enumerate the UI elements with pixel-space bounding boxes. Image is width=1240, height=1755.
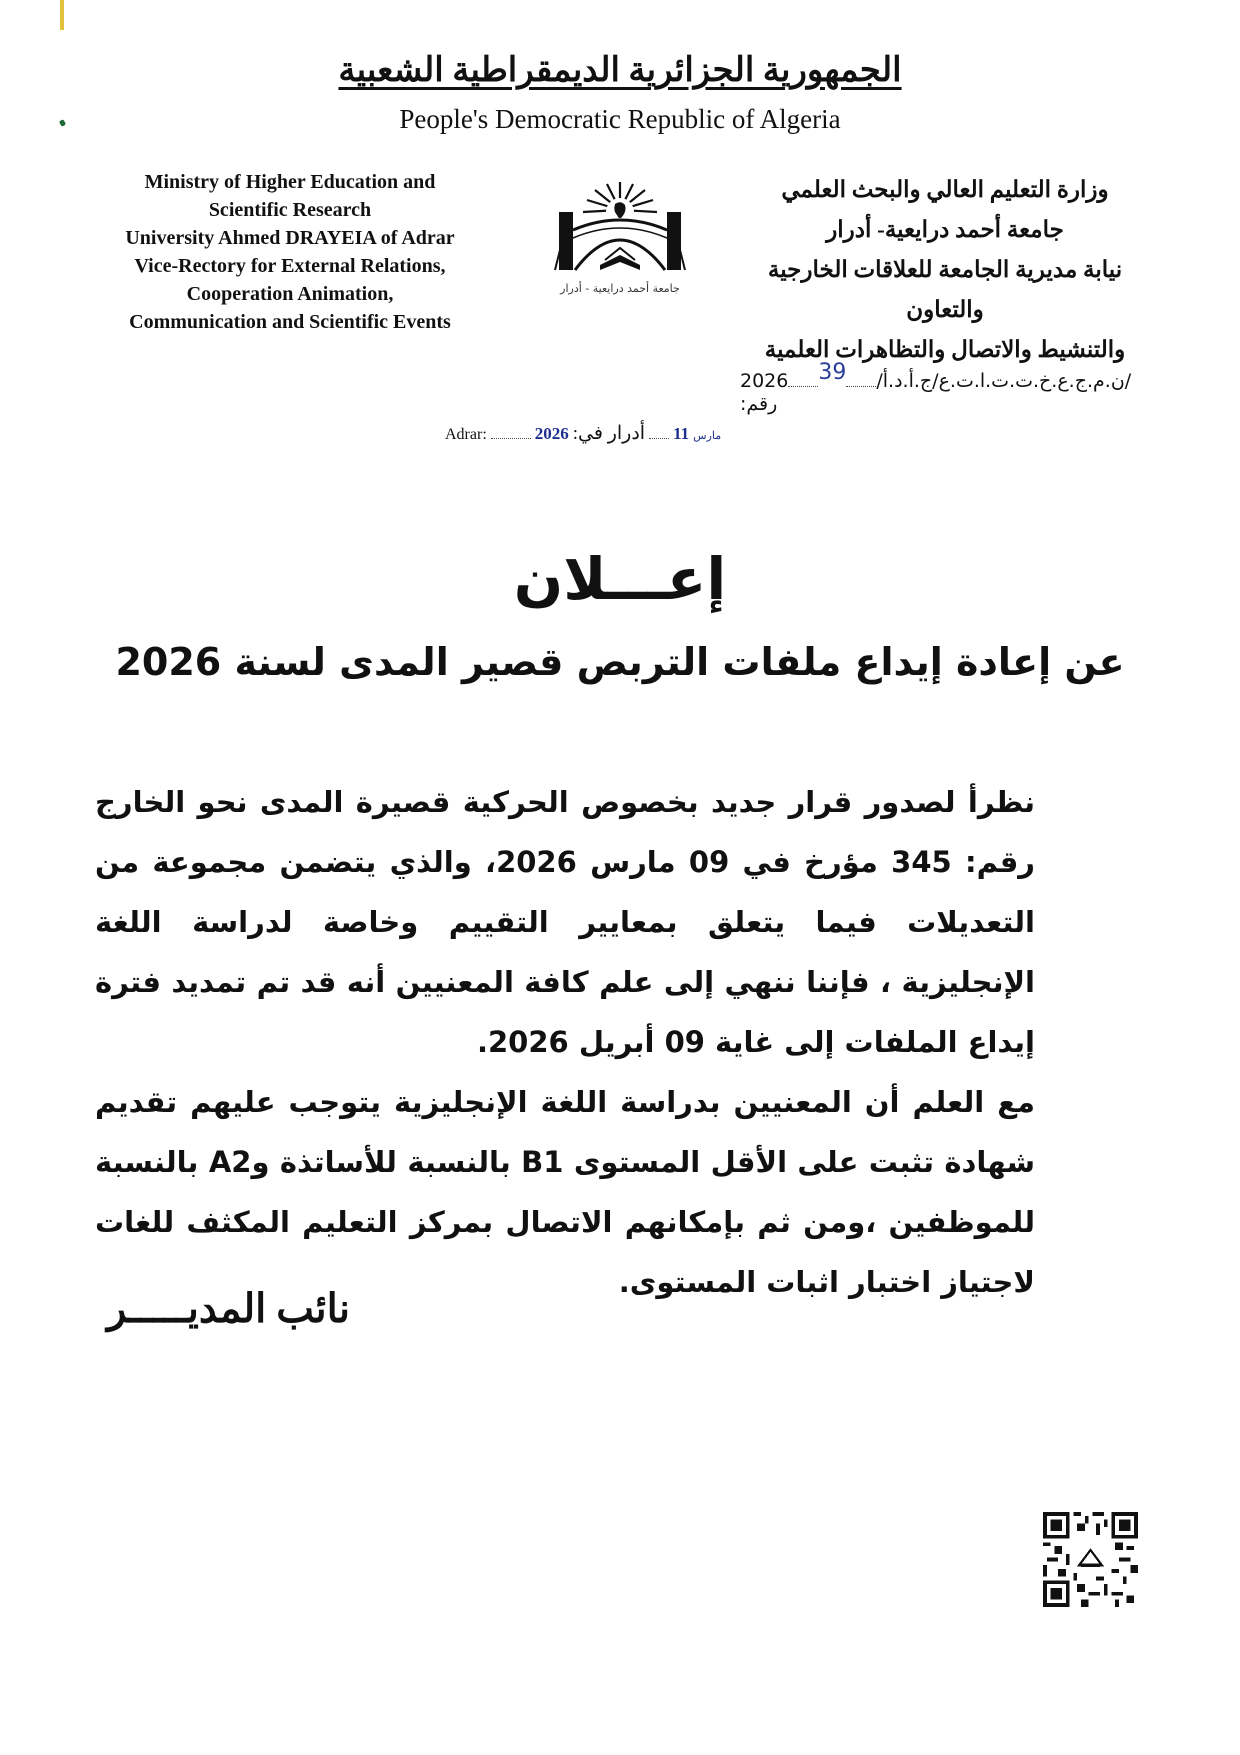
reference-code: /ن.م.ج.ع.خ.ت.ت.ا.ت.ع/ج.أ.د.أ/ bbox=[876, 370, 1132, 392]
institution-line: Vice-Rectory for External Relations, bbox=[134, 255, 446, 277]
university-logo-icon bbox=[545, 170, 695, 300]
date-stamp-year: 2026 bbox=[534, 424, 569, 443]
institution-line: جامعة أحمد درايعية- أدرار bbox=[826, 217, 1064, 242]
institution-line: Communication and Scientific Events bbox=[129, 311, 451, 333]
date-line bbox=[445, 422, 765, 445]
date-label-english: Adrar: bbox=[445, 426, 487, 443]
institution-block-arabic bbox=[735, 170, 1155, 370]
reference-label: رقم: bbox=[740, 393, 778, 415]
announcement-title: إعـــلان bbox=[513, 545, 727, 613]
republic-title-arabic: الجمهورية الجزائرية الديمقراطية الشعبية bbox=[338, 52, 902, 89]
institution-line: نيابة مديرية الجامعة للعلاقات الخارجية والتعاون bbox=[767, 257, 1123, 322]
signature-title: نائب المديـــــر bbox=[107, 1286, 350, 1331]
republic-title-english: People's Democratic Republic of Algeria bbox=[399, 104, 841, 134]
reference-number-handwritten: 39 bbox=[818, 360, 847, 385]
reference-year: 2026 bbox=[740, 370, 789, 392]
institution-block-english bbox=[90, 168, 490, 336]
institution-line: والتنشيط والاتصال والتظاهرات العلمية bbox=[764, 337, 1126, 362]
date-label-arabic: أدرار في: bbox=[572, 423, 646, 444]
svg-text:جامعة أحمد درايعية - أدرار: جامعة أحمد درايعية - أدرار bbox=[560, 282, 680, 295]
announcement-subtitle: عن إعادة إيداع ملفات التربص قصير المدى لسنة 2026 bbox=[115, 640, 1125, 684]
institution-line: Cooperation Animation, bbox=[186, 283, 394, 305]
body-paragraph-2: مع العلم أن المعنيين بدراسة اللغة الإنجليزية يتوجب عليهم تقديم شهادة تثبت على الأقل المستوى B1 بالنسبة للأساتذة وA2 بالنسبة للموظفين ،ومن ثم بإمكانهم الاتصال بمركز التعليم المكثف للغات لاجتياز اختبار اثبات المستوى. bbox=[95, 1085, 1035, 1299]
scan-edge-mark-yellow bbox=[60, 0, 64, 30]
institution-line: Scientific Research bbox=[208, 199, 372, 221]
institution-line: Ministry of Higher Education and bbox=[144, 171, 436, 193]
date-stamp-day: 11 bbox=[673, 424, 690, 443]
reference-number-line bbox=[740, 360, 1150, 415]
announcement-body bbox=[95, 772, 1105, 1312]
qr-code-icon bbox=[1043, 1512, 1138, 1607]
institution-line: University Ahmed DRAYEIA of Adrar bbox=[125, 227, 455, 249]
date-stamp-month: مارس bbox=[693, 430, 722, 442]
institution-line: وزارة التعليم العالي والبحث العلمي bbox=[781, 177, 1109, 202]
body-paragraph-1: نظرأ لصدور قرار جديد بخصوص الحركية قصيرة المدى نحو الخارج رقم: 345 مؤرخ في 09 مارس 2026، والذي يتضمن مجموعة من التعديلات فيما يتعلق بمعايير التقييم وخاصة لدراسة اللغة الإنجليزية ، فإننا ننهي إلى علم كافة المعنيين أنه قد تم تمديد فترة إيداع الملفات إلى غاية 09 أبريل 2026. bbox=[95, 785, 1035, 1059]
